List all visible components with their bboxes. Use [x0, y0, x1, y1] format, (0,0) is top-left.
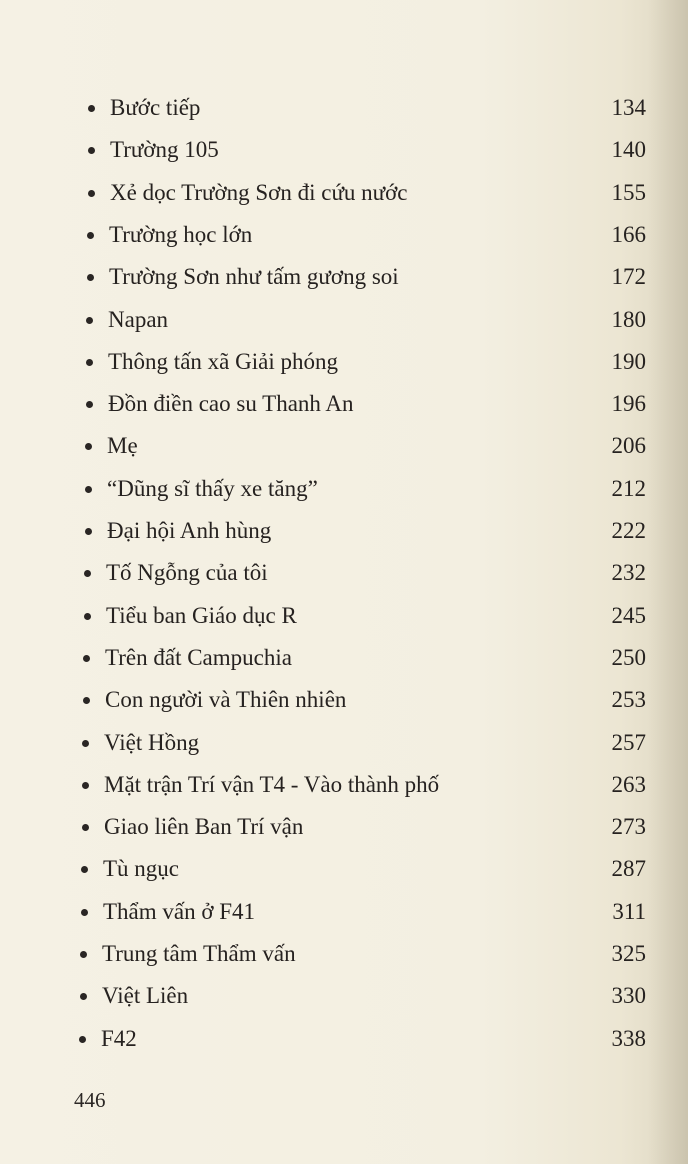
toc-entry [0, 638, 688, 678]
bullet-icon [88, 147, 95, 154]
toc-entry-title: Napan [108, 306, 169, 332]
toc-entry [0, 553, 688, 593]
toc-entry-page-number: 206 [611, 433, 646, 459]
toc-entry-page-number: 212 [611, 475, 646, 501]
toc-entry-page-number: 140 [611, 137, 646, 163]
bullet-icon [88, 190, 95, 197]
toc-entry-title: Việt Liên [102, 983, 189, 1009]
toc-entry-page-number: 190 [611, 348, 646, 374]
bullet-icon [86, 359, 93, 366]
toc-entry-title: Bước tiếp [110, 95, 201, 120]
page-gutter-shadow [648, 0, 688, 1164]
toc-entry-page-number: 311 [612, 898, 646, 924]
bullet-icon [82, 782, 89, 789]
toc-entry-title: Đồn điền cao su Thanh An [108, 391, 354, 417]
toc-entry-title: “Dũng sĩ thấy xe tăng” [107, 475, 318, 501]
toc-entry-title: F42 [101, 1025, 137, 1051]
toc-entry-page-number: 232 [611, 560, 646, 586]
bullet-icon [85, 443, 92, 450]
toc-entry-page-number: 245 [611, 602, 646, 628]
toc-entry-page-number: 287 [611, 856, 646, 882]
toc-entry-title: Trường Sơn như tấm gương soi [109, 264, 399, 290]
toc-entry [0, 723, 688, 763]
toc-entry [0, 173, 688, 213]
toc-entry [0, 849, 688, 889]
bullet-icon [85, 486, 92, 493]
toc-entry-page-number: 172 [611, 264, 646, 290]
toc-entry-title: Thông tấn xã Giải phóng [108, 348, 338, 374]
toc-entry-title: Mẹ [107, 433, 138, 459]
toc-entry [0, 257, 688, 297]
toc-entry [0, 384, 688, 424]
bullet-icon [79, 1036, 86, 1043]
bullet-icon [87, 232, 94, 239]
bullet-icon [82, 824, 89, 831]
toc-entry-page-number: 338 [611, 1025, 646, 1051]
toc-entry [0, 88, 688, 128]
toc-entry-title: Trường học lớn [109, 221, 253, 247]
toc-entry [0, 934, 688, 974]
bullet-icon [80, 951, 87, 958]
toc-entry-title: Trung tâm Thẩm vấn [102, 941, 296, 966]
toc-entry [0, 680, 688, 720]
toc-entry-title: Tố Ngỗng của tôi [106, 560, 268, 586]
toc-entry [0, 807, 688, 847]
toc-entry-page-number: 222 [611, 518, 646, 543]
bullet-icon [83, 697, 90, 704]
toc-entry [0, 426, 688, 466]
toc-entry-title: Trường 105 [110, 137, 219, 163]
toc-entry-title: Tù ngục [103, 856, 180, 882]
toc-entry [0, 892, 688, 932]
toc-entry-title: Trên đất Campuchia [105, 644, 292, 670]
toc-entry-page-number: 196 [611, 391, 646, 417]
bullet-icon [84, 613, 91, 620]
bullet-icon [87, 274, 94, 281]
toc-entry-page-number: 263 [611, 771, 646, 797]
bullet-icon [86, 401, 93, 408]
toc-entry [0, 300, 688, 340]
toc-entry-title: Xẻ dọc Trường Sơn đi cứu nước [110, 179, 408, 205]
toc-entry-page-number: 134 [611, 95, 646, 120]
bullet-icon [80, 993, 87, 1000]
toc-entry-page-number: 257 [611, 729, 646, 755]
toc-entry [0, 469, 688, 509]
toc-entry-title: Đại hội Anh hùng [107, 518, 272, 543]
toc-entry-title: Mặt trận Trí vận T4 - Vào thành phố [104, 771, 440, 797]
toc-entry-page-number: 166 [611, 221, 646, 247]
toc-entry-title: Giao liên Ban Trí vận [104, 814, 304, 840]
bullet-icon [88, 105, 95, 112]
bullet-icon [85, 528, 92, 535]
toc-entry-page-number: 250 [611, 644, 646, 670]
toc-entry-page-number: 330 [611, 983, 646, 1009]
bullet-icon [83, 655, 90, 662]
bullet-icon [82, 740, 89, 747]
toc-entry-title: Thẩm vấn ở F41 [103, 898, 256, 924]
toc-entry-title: Con người và Thiên nhiên [105, 687, 347, 713]
toc-entry [0, 596, 688, 636]
toc-entry [0, 1019, 688, 1059]
toc-entry [0, 342, 688, 382]
toc-entry-title: Việt Hồng [104, 729, 200, 755]
bullet-icon [81, 866, 88, 873]
toc-entry-page-number: 180 [611, 306, 646, 332]
toc-entry [0, 765, 688, 805]
toc-entry-title: Tiểu ban Giáo dục R [106, 602, 297, 628]
toc-entry [0, 130, 688, 170]
toc-entry-page-number: 155 [611, 179, 646, 205]
toc-entry-page-number: 273 [611, 814, 646, 840]
toc-entry-page-number: 253 [611, 687, 646, 713]
bullet-icon [84, 570, 91, 577]
toc-entry [0, 976, 688, 1016]
toc-entry-page-number: 325 [611, 941, 646, 966]
toc-entry [0, 215, 688, 255]
bullet-icon [81, 909, 88, 916]
toc-entry [0, 511, 688, 551]
bullet-icon [86, 317, 93, 324]
page-number: 446 [74, 1088, 106, 1112]
